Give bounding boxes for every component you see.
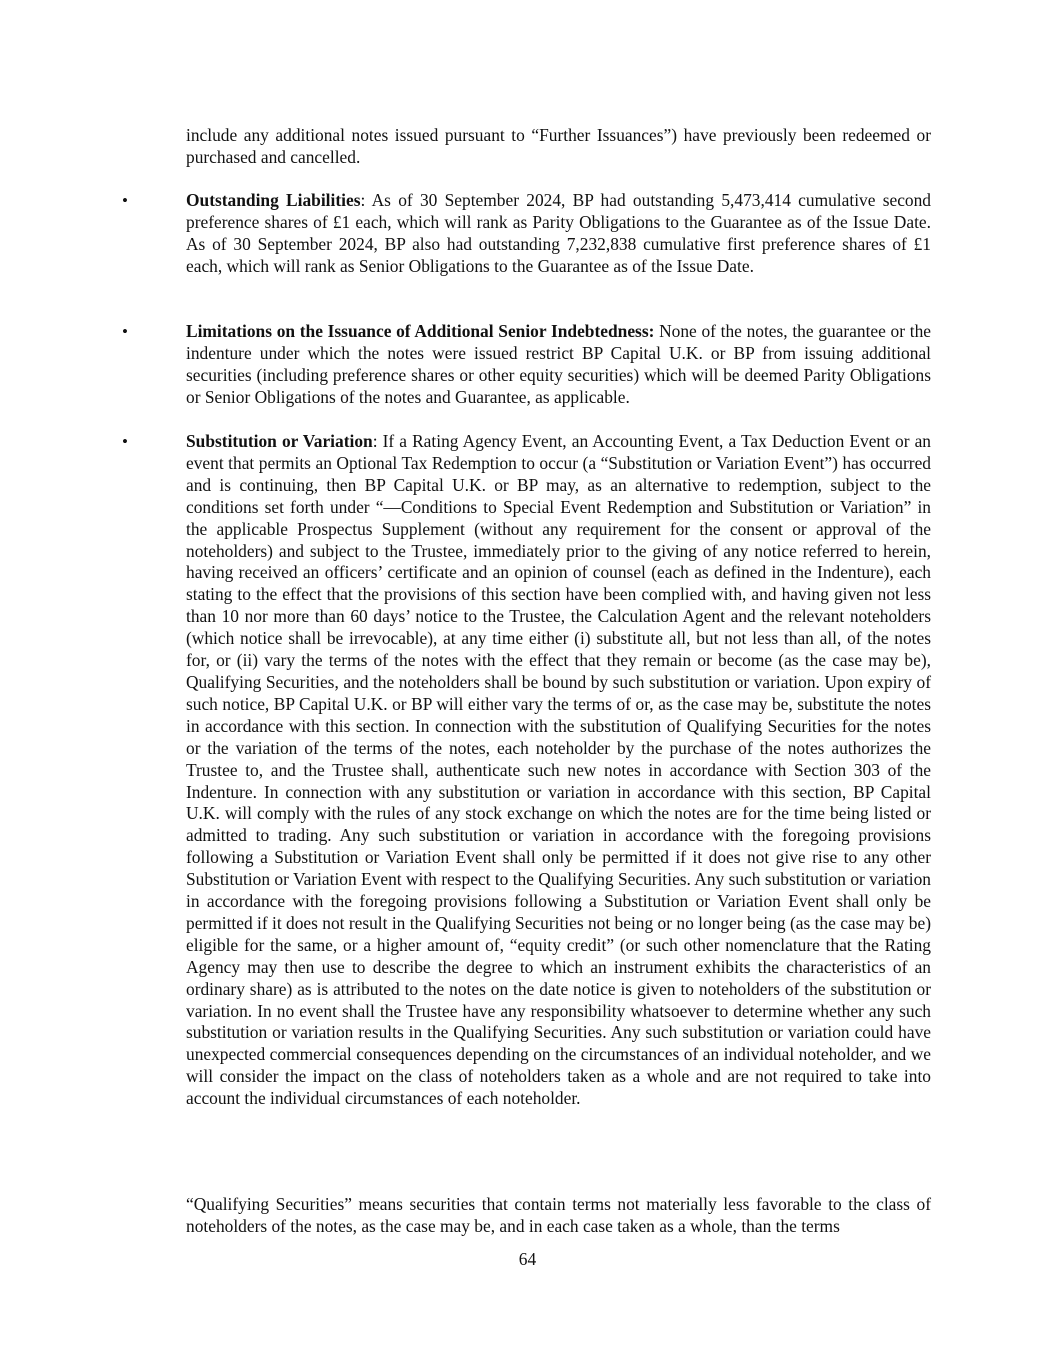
outstanding-liabilities-heading-colon: :	[360, 190, 366, 210]
substitution-heading: Substitution or Variation	[186, 431, 373, 451]
substitution-text: If a Rating Agency Event, an Accounting Event, a Tax Deduction Event or an event that permits an Optional Tax Redemption to occur (a “Substitution or Variation Event”) has occurred and is continuing, then BP Capital U.K. or BP may, as an alternative to redemption, subject to the conditions set forth under “—Conditions to Special Event Redemption and Substitution or Variation” in the applicable Prospectus Supplement (without any requirement for the consent or approval of the noteholders) and subject to the Trustee, immediately prior to the giving of any notice referred to herein, having received an officers’ certificate and an opinion of counsel (each as defined in the Indenture), each stating to the effect that the provisions of this section have been complied with, and having given not less than 10 nor more than 60 days’ notice to the Trustee, the Calculation Agent and the relevant noteholders (which notice shall be irrevocable), at any time either (i) substitute all, but not less than all, of the notes for, or (ii) vary the terms of the notes with the effect that they remain or become (as the case may be), Qualifying Securities, and the noteholders shall be bound by such substitution or variation. Upon expiry of such notice, BP Capital U.K. or BP will either vary the terms of or, as the case may be, substitute the notes in accordance with this section. In connection with the substitution of Qualifying Securities for the notes or the variation of the terms of the notes, each noteholder by the purchase of the notes authorizes the Trustee to, and the Trustee shall, authenticate such new notes in accordance with Section 303 of the Indenture. In connection with any substitution or variation in accordance with this section, BP Capital U.K. will comply with the rules of any stock exchange on which the notes are for the time being listed or admitted to trading. Any such substitution or variation in accordance with the foregoing provisions following a Substitution or Variation Event shall only be permitted if it does not give rise to any other Substitution or Variation Event with respect to the Qualifying Securities. Any such substitution or variation in accordance with the foregoing provisions following a Substitution or Variation Event shall only be permitted if it does not result in the Qualifying Securities not being or no longer being (as the case may be) eligible for the same, or a higher amount of, “equity credit” (or such other nomenclature that the Rating Agency may then use to describe the degree to which an instrument exhibits the characteristics of an ordinary share) as is attributed to the notes on the date notice is given to noteholders of the substitution or variation. In no event shall the Trustee have any responsibility whatsoever to determine whether any such substitution or variation results in the Qualifying Securities. Any such substitution or variation could have unexpected commercial consequences depending on the circumstances of an individual noteholder, and we will consider the impact on the class of noteholders taken as a whole and are not required to take into account the individual circumstances of each noteholder.	[186, 431, 931, 1109]
limitations-text: None of the notes, the guarantee or the indenture under which the notes were issued restrict BP Capital U.K. or BP from issuing additional securities (including preference shares or other equity securities) which will be deemed Parity Obligations or Senior Obligations of the notes and Guarantee, as applicable.	[186, 321, 931, 407]
bullet-substitution: •	[122, 432, 128, 451]
page-number: 64	[518, 1249, 537, 1269]
limitations-paragraph	[186, 321, 931, 409]
outstanding-liabilities-heading: Outstanding Liabilities	[186, 190, 361, 210]
qualifying-securities-paragraph: “Qualifying Securities” means securities that contain terms not materially less favorable to the class of noteholders of the notes, as the case may be, and in each case taken as a whole, than the terms	[186, 1194, 931, 1236]
substitution-paragraph	[186, 431, 931, 1110]
continuation-paragraph: include any additional notes issued pursuant to “Further Issuances”) have previously been redeemed or purchased and cancelled.	[186, 125, 931, 167]
substitution-heading-colon: :	[372, 431, 378, 451]
bullet-outstanding-liabilities: •	[122, 191, 128, 210]
outstanding-liabilities-text: As of 30 September 2024, BP had outstanding 5,473,414 cumulative second preference shares of £1 each, which will rank as Parity Obligations to the Guarantee as of the Issue Date. As of 30 September 2024, BP also had outstanding 7,232,838 cumulative first preference shares of £1 each, which will rank as Senior Obligations to the Guarantee as of the Issue Date.	[186, 190, 931, 276]
limitations-heading: Limitations on the Issuance of Additional Senior Indebtedness:	[186, 321, 655, 341]
bullet-limitations: •	[122, 322, 128, 341]
outstanding-liabilities-paragraph	[186, 190, 931, 278]
